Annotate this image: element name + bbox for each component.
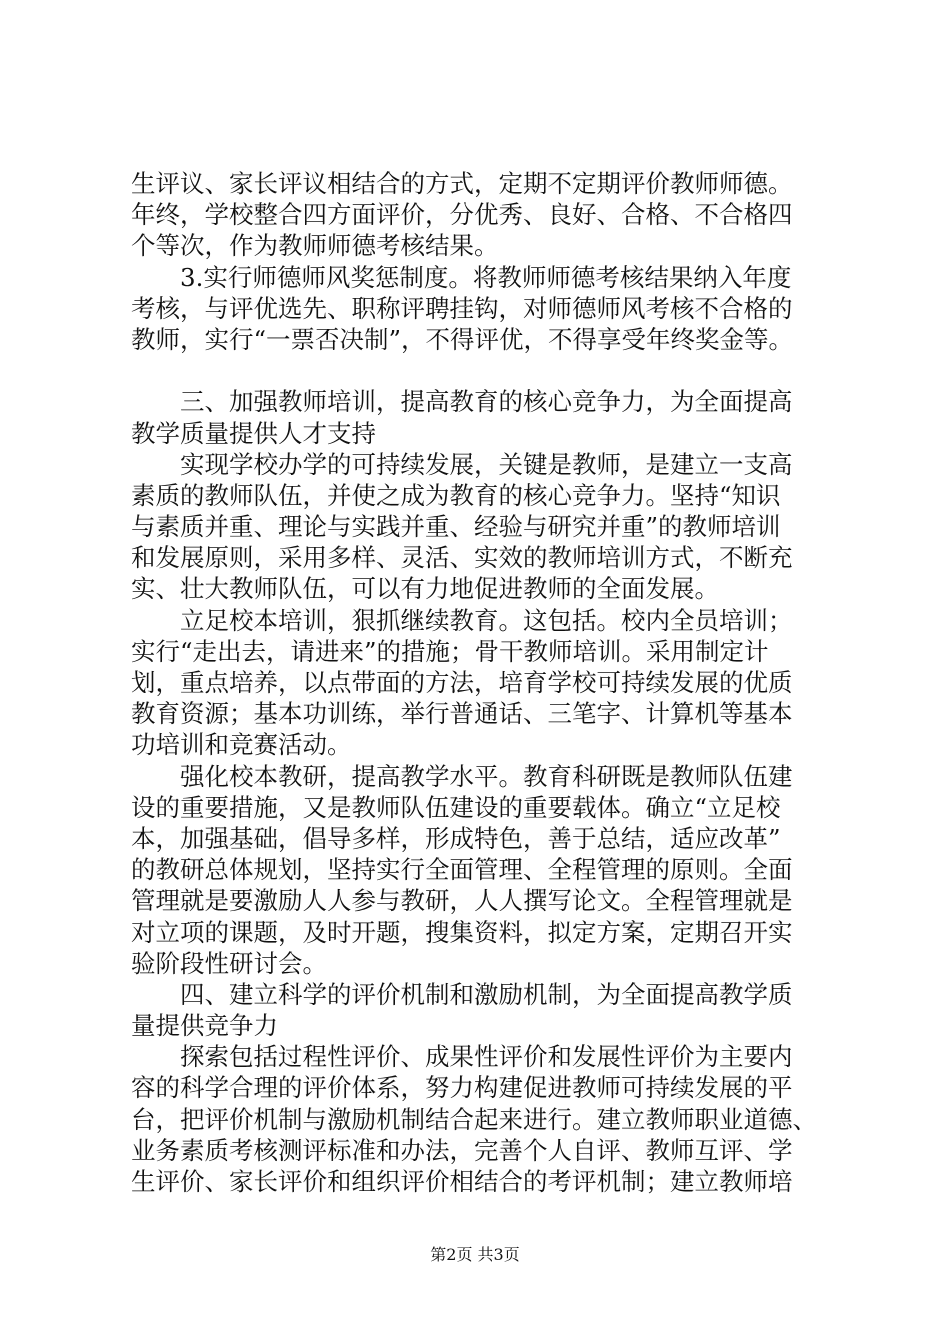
text-line: 对立项的课题，及时开题，搜集资料，拟定方案，定期召开实	[131, 917, 793, 947]
text-line: 实、壮大教师队伍，可以有力地促进教师的全面发展。	[131, 574, 719, 604]
text-line: 探索包括过程性评价、成果性评价和发展性评价为主要内	[131, 1042, 793, 1072]
text-line: 验阶段性研讨会。	[131, 948, 327, 978]
text-line: 业务素质考核测评标准和办法，完善个人自评、教师互评、学	[131, 1135, 793, 1165]
text-line: 教师，实行“一票否决制”，不得评优，不得享受年终奖金等。	[131, 324, 794, 354]
text-line: 3.实行师德师风奖惩制度。将教师师德考核结果纳入年度	[131, 262, 792, 292]
text-line: 年终，学校整合四方面评价，分优秀、良好、合格、不合格四	[131, 200, 793, 230]
text-line: 考核，与评优选先、职称评聘挂钩，对师德师风考核不合格的	[131, 293, 793, 323]
text-line: 功培训和竞赛活动。	[131, 730, 352, 760]
text-line: 台，把评价机制与激励机制结合起来进行。建立教师职业道德、	[131, 1104, 817, 1134]
text-line: 强化校本教研，提高教学水平。教育科研既是教师队伍建	[131, 761, 793, 791]
section-heading-line: 量提供竞争力	[131, 1011, 278, 1041]
text-line: 容的科学合理的评价体系，努力构建促进教师可持续发展的平	[131, 1073, 793, 1103]
text-line: 教育资源；基本功训练，举行普通话、三笔字、计算机等基本	[131, 699, 793, 729]
blank-line	[131, 355, 851, 386]
text-line: 本，加强基础，倡导多样，形成特色，善于总结，适应改革”	[131, 823, 781, 853]
text-line: 设的重要措施，又是教师队伍建设的重要载体。确立“立足校	[131, 792, 781, 822]
section-heading-line: 三、加强教师培训，提高教育的核心竞争力，为全面提高	[131, 387, 793, 417]
text-line: 和发展原则，采用多样、灵活、实效的教师培训方式，不断充	[131, 543, 793, 573]
text-line: 的教研总体规划，坚持实行全面管理、全程管理的原则。全面	[131, 855, 793, 885]
text-line: 管理就是要激励人人参与教研，人人撰写论文。全程管理就是	[131, 886, 793, 916]
page-number-footer: 第2页 共3页	[430, 1245, 520, 1264]
text-line: 生评价、家长评价和组织评价相结合的考评机制；建立教师培	[131, 1167, 793, 1196]
text-line: 个等次，作为教师师德考核结果。	[131, 231, 499, 261]
text-line: 素质的教师队伍，并使之成为教育的核心竞争力。坚持“知识	[131, 480, 781, 510]
text-line: 实行“走出去，请进来”的措施；骨干教师培训。采用制定计	[131, 636, 769, 666]
text-line: 划，重点培养，以点带面的方法，培育学校可持续发展的优质	[131, 668, 793, 697]
text-line: 与素质并重、理论与实践并重、经验与研究并重”的教师培训	[131, 512, 781, 542]
text-line: 生评议、家长评议相结合的方式，定期不定期评价教师师德。	[131, 169, 793, 198]
section-heading-line: 教学质量提供人才支持	[131, 418, 376, 448]
section-heading-line: 四、建立科学的评价机制和激励机制，为全面提高教学质	[131, 979, 793, 1009]
text-line: 立足校本培训，狠抓继续教育。这包括。校内全员培训；	[131, 605, 793, 635]
text-line: 实现学校办学的可持续发展，关键是教师，是建立一支高	[131, 449, 793, 479]
document-body	[131, 168, 851, 1197]
